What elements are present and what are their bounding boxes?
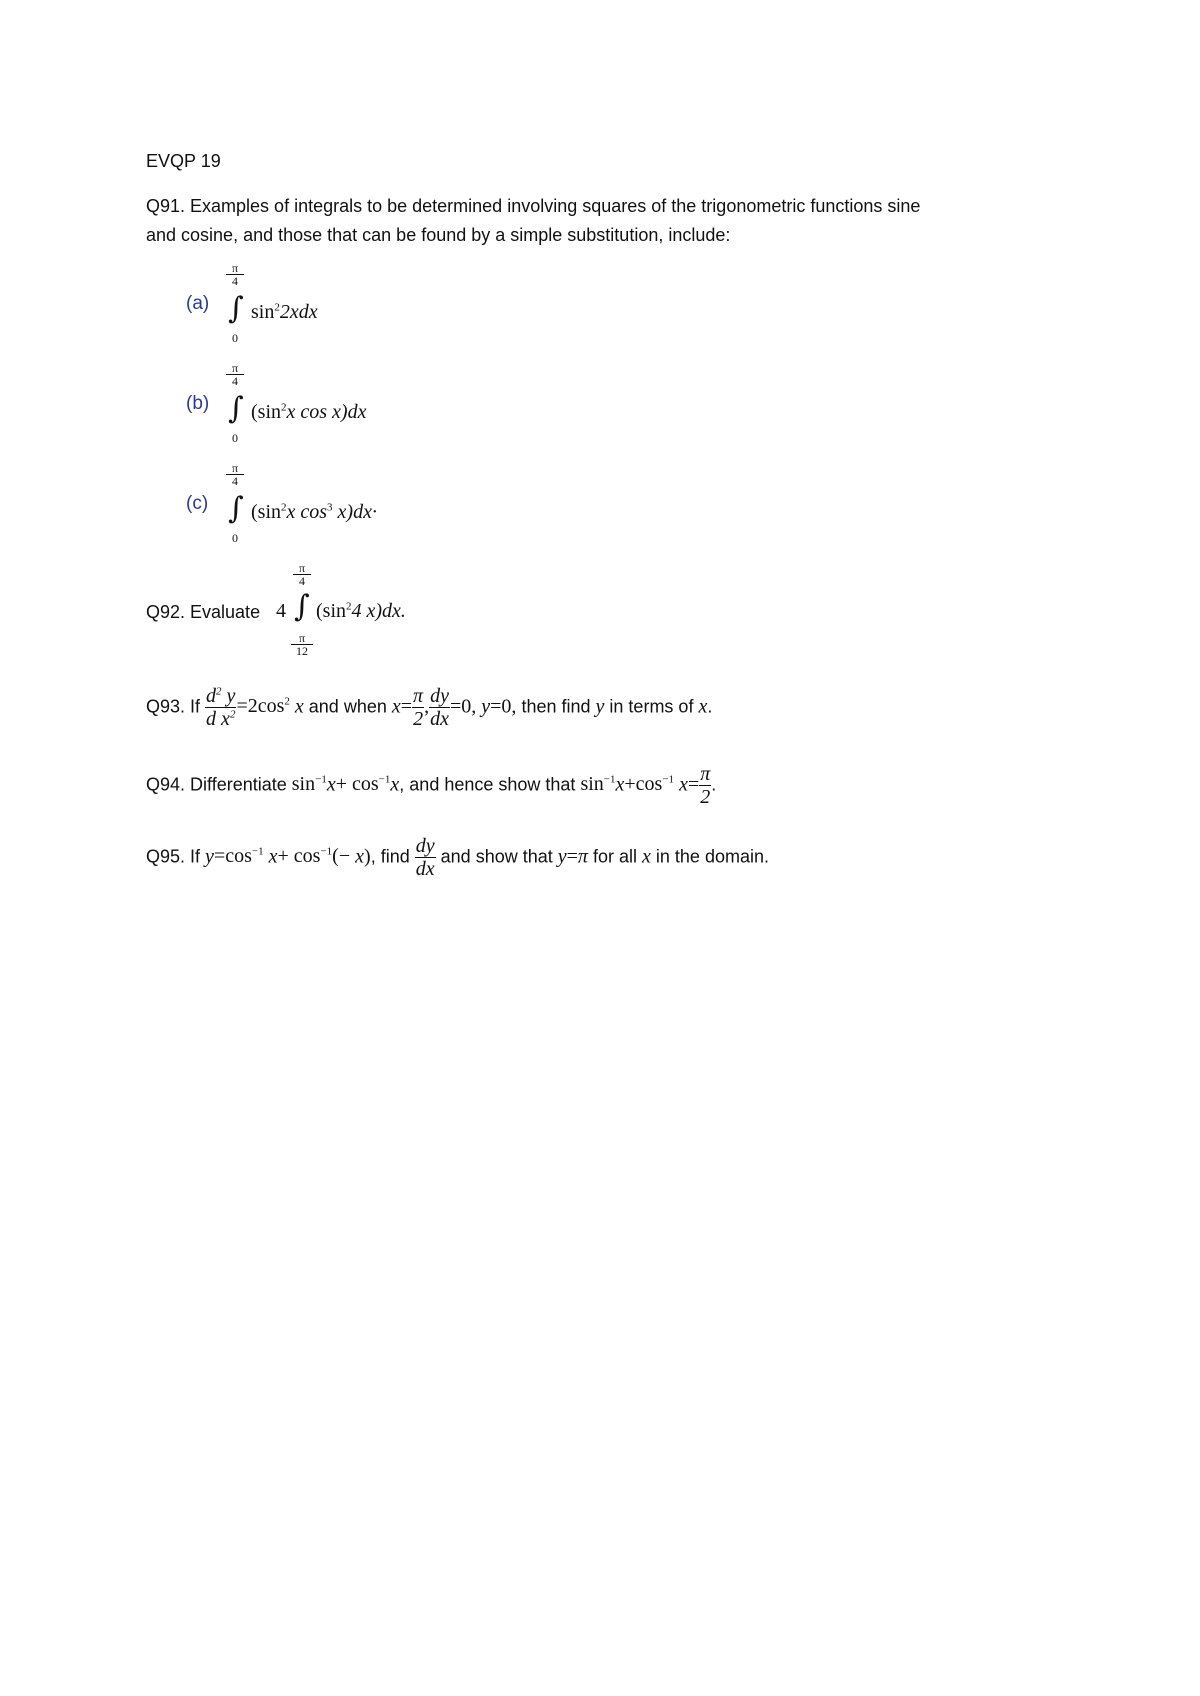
dy-dx: $\frac{dy}{dx}$ bbox=[430, 685, 449, 730]
q95: Q95. If $y=\cos^{-1}$ $x+ \cos^{-1}(- x)$, find $\frac{dy}{dx}$ and show that y=π for all x in the domain. bbox=[146, 835, 769, 880]
lower-limit: 0 bbox=[232, 531, 238, 545]
upper-limit: π 4 bbox=[226, 262, 244, 287]
item-label: (c) bbox=[186, 493, 209, 514]
q93-then-find: then find bbox=[521, 696, 591, 717]
q92-coefficient: 4 bbox=[276, 600, 286, 622]
q93: Q93. If $\frac{d^2 y}{d x^2}$ $=2\cos^2$ x and when x= $\frac{\pi}{2}$ , $\frac{dy}{dx}$ =0, y=0, then find y in terms of x. bbox=[146, 685, 713, 730]
q93-prefix: Q93. If bbox=[146, 696, 201, 717]
q91-text-line-1: Q91. Examples of integrals to be determined involving squares of the trigonometric functions sine bbox=[146, 196, 921, 216]
integral-sign: ∫ bbox=[228, 391, 244, 426]
lower-limit: π 12 bbox=[291, 632, 313, 657]
integral-sign: ∫ bbox=[228, 291, 244, 326]
second-derivative: $\frac{d^2 y}{d x^2}$ bbox=[206, 685, 236, 730]
q95-in-domain: in the domain. bbox=[655, 846, 769, 867]
q94-show-that: and hence show that bbox=[409, 774, 576, 795]
lower-limit: 0 bbox=[232, 431, 238, 445]
q95-show-that: and show that bbox=[440, 846, 553, 867]
integrand: ($\sin^2x$ cos x)dx bbox=[251, 401, 367, 423]
upper-limit: π 4 bbox=[226, 462, 244, 487]
integral-sign: ∫ bbox=[294, 589, 310, 624]
pi-over-2: $\frac{\pi}{2}$ bbox=[413, 685, 424, 730]
integrand: $\sin^22xdx$ bbox=[251, 301, 318, 323]
q91-text-line-2: and cosine, and those that can be found by a simple substitution, include: bbox=[146, 225, 731, 245]
page-title: EVQP 19 bbox=[146, 151, 221, 171]
dy-dx: $\frac{dy}{dx}$ bbox=[415, 835, 435, 880]
q95-find: find bbox=[380, 846, 410, 867]
item-label: (a) bbox=[186, 293, 210, 314]
q93-and-when: and when bbox=[308, 696, 387, 717]
integral-sign: ∫ bbox=[228, 491, 244, 526]
q95-for-all: for all bbox=[592, 846, 637, 867]
q94: Q94. Differentiate $\sin^{-1}x+ \cos^{-1}x$, and hence show that $\sin^{-1}x+\cos^{-1}$ x= $\frac{\pi}{2}$ . bbox=[146, 763, 717, 808]
upper-limit: π 4 bbox=[226, 362, 244, 387]
integrand: ($\sin^2x$ $\cos^3 x)dx\cdot$ bbox=[251, 501, 377, 523]
q94-prefix: Q94. Differentiate bbox=[146, 774, 287, 795]
lower-limit: 0 bbox=[232, 331, 238, 345]
upper-limit: π 4 bbox=[293, 562, 311, 587]
pi-over-2: $\frac{\pi}{2}$ bbox=[700, 763, 711, 808]
q92-integrand: ($\sin^24$ x)dx. bbox=[316, 600, 406, 622]
q95-prefix: Q95. If bbox=[146, 846, 201, 867]
q92-prefix: Q92. Evaluate bbox=[146, 602, 261, 622]
item-label: (b) bbox=[186, 393, 210, 414]
q93-in-terms-of: in terms of bbox=[609, 696, 694, 717]
